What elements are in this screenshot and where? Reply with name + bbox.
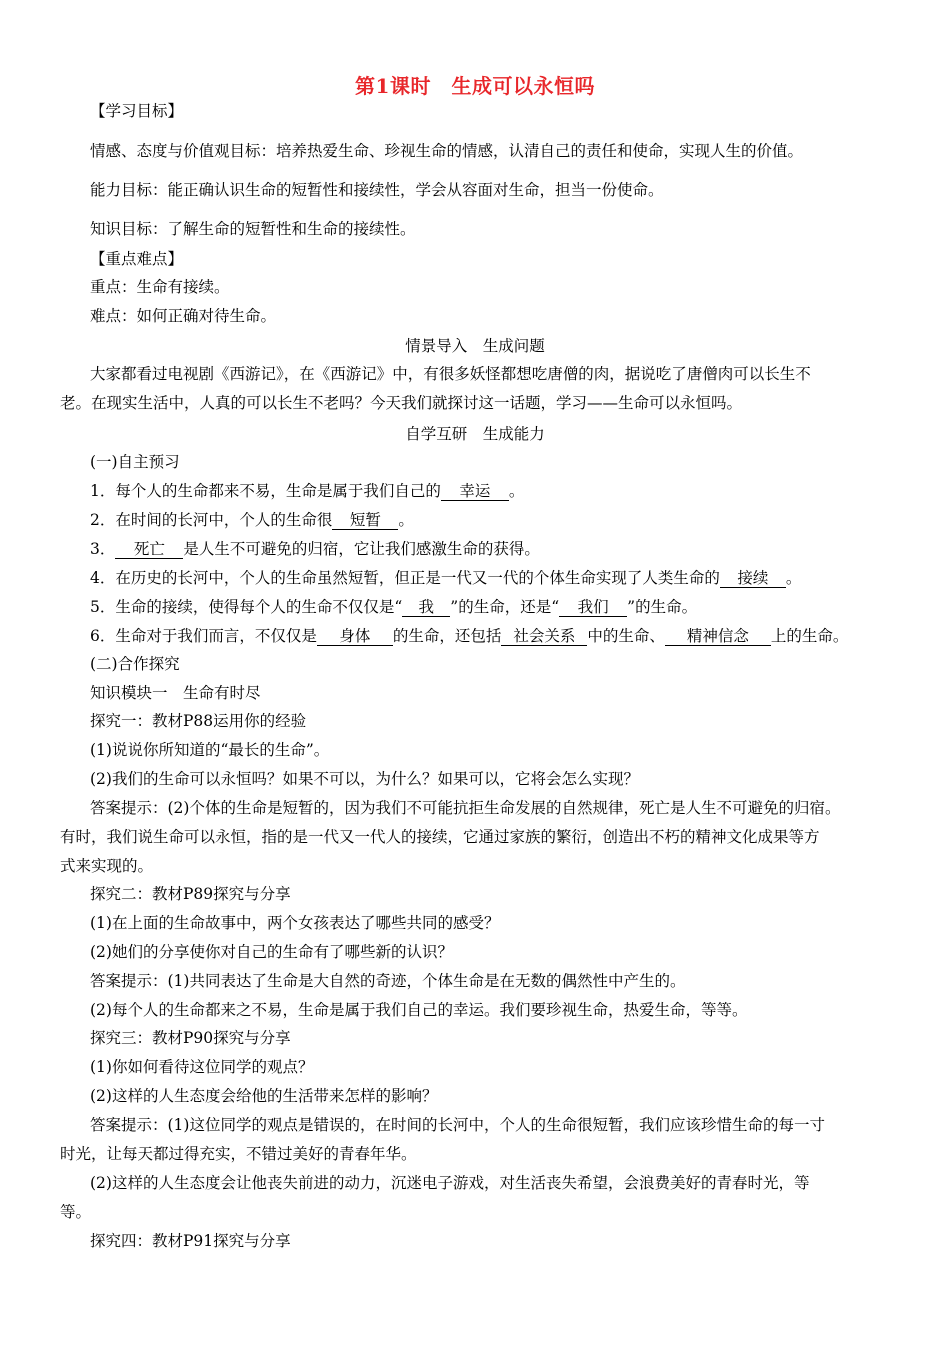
objective-ability: 能力目标：能正确认识生命的短暂性和接续性，学会从容面对生命，担当一份使命。 [90,181,664,199]
key-point: 重点：生命有接续。 [90,278,230,296]
q2-text: 2．在时间的长河中，个人的生命很 [90,511,333,529]
explore-2-answer-1: 答案提示：(1)共同表达了生命是大自然的奇迹，个体生命是在无数的偶然性中产生的。 [90,972,686,990]
explore-1-question-2: (2)我们的生命可以永恒吗？如果不可以，为什么？如果可以，它将会怎么实现？ [90,770,639,788]
selfstudy-header: 自学互研 生成能力 [405,425,545,443]
explore-3-question-2: (2)这样的人生态度会给他的生活带来怎样的影响？ [90,1087,438,1105]
explore-4-title: 探究四：教材P91探究与分享 [90,1232,291,1250]
difficult-point: 难点：如何正确对待生命。 [90,307,277,325]
q5-text: 5．生命的接续，使得每个人的生命不仅仅是“ [90,598,403,616]
q4-end: 。 [785,569,802,587]
q5-end: ”的生命。 [627,598,698,616]
explore-2-answer-2: (2)每个人的生命都来之不易，生命是属于我们自己的幸运。我们要珍视生命，热爱生命，等等。 [90,1001,748,1019]
q6-answer-blank-3: 精神信念 [665,627,771,646]
q2-end: 。 [398,511,414,529]
preview-question-5 [90,597,697,617]
explore-3-answer-2-line-2: 等。 [60,1203,92,1221]
explore-2-question-2: (2)她们的分享使你对自己的生命有了哪些新的认识？ [90,943,453,961]
intro-paragraph-line-2: 老。在现实生活中，人真的可以长生不老吗？今天我们就探讨这一话题，学习——生命可以永恒吗。 [60,394,743,412]
preview-question-6 [90,626,848,646]
objective-knowledge: 知识目标：了解生命的短暂性和生命的接续性。 [90,220,416,238]
explore-3-answer-2-line-1: (2)这样的人生态度会让他丧失前进的动力，沉迷电子游戏，对生活丧失希望，会浪费美好的青春时光，等 [90,1174,810,1192]
objective-emotion: 情感、态度与价值观目标：培养热爱生命、珍视生命的情感，认清自己的责任和使命，实现人生的价值。 [90,142,804,160]
q1-answer-blank: 幸运 [441,482,509,501]
q6-middle-1: 的生命，还包括 [392,627,502,645]
keypoints-header: 【重点难点】 [90,250,184,268]
q6-answer-blank-2: 社会关系 [501,627,587,646]
explore-1-answer-line-2: 有时，我们说生命可以永恒，指的是一代又一代人的接续，它通过家族的繁衍，创造出不朽的精神文化成果等方 [60,828,820,846]
q1-text: 1．每个人的生命都来不易，生命是属于我们自己的 [90,482,441,500]
explore-1-answer-line-3: 式来实现的。 [60,857,154,875]
q6-text: 6．生命对于我们而言，不仅仅是 [90,627,317,645]
objectives-header: 【学习目标】 [90,102,184,120]
explore-3-title: 探究三：教材P90探究与分享 [90,1029,291,1047]
q5-middle: ”的生命，还是“ [450,598,560,616]
q3-answer-blank: 死亡 [115,540,183,559]
preview-question-2 [90,510,414,530]
q3-number: 3． [90,540,116,558]
intro-header: 情景导入 生成问题 [405,337,545,355]
page-title: 第1课时 生成可以永恒吗 [355,74,595,98]
explore-2-title: 探究二：教材P89探究与分享 [90,885,291,903]
explore-1-answer-line-1: 答案提示：(2)个体的生命是短暂的，因为我们不可能抗拒生命发展的自然规律，死亡是人生不可避免的归宿。 [90,799,841,817]
preview-question-1 [90,481,524,501]
knowledge-module-1: 知识模块一 生命有时尽 [90,684,261,702]
q5-answer-blank-1: 我 [402,598,450,617]
explore-1-title: 探究一：教材P88运用你的经验 [90,712,307,730]
q6-answer-blank-1: 身体 [317,627,393,646]
preview-question-4 [90,568,801,588]
q6-end: 上的生命。 [770,627,849,645]
q1-end: 。 [508,482,525,500]
q4-answer-blank: 接续 [720,569,786,588]
explore-3-answer-1-line-2: 时光，让每天都过得充实，不错过美好的青春年华。 [60,1145,417,1163]
explore-2-question-1: (1)在上面的生命故事中，两个女孩表达了哪些共同的感受？ [90,914,500,932]
explore-3-question-1: (1)你如何看待这位同学的观点？ [90,1058,314,1076]
preview-header: (一)自主预习 [90,453,180,471]
q6-middle-2: 中的生命、 [587,627,665,645]
explore-1-question-1: (1)说说你所知道的“最长的生命”。 [90,741,330,759]
intro-paragraph-line-1: 大家都看过电视剧《西游记》，在《西游记》中，有很多妖怪都想吃唐僧的肉，据说吃了唐僧肉可以长生不 [90,365,811,383]
q5-answer-blank-2: 我们 [559,598,627,617]
preview-question-3 [90,539,540,559]
q4-text: 4．在历史的长河中，个人的生命虽然短暂，但正是一代又一代的个体生命实现了人类生命的 [90,569,720,587]
q2-answer-blank: 短暂 [332,511,398,530]
q3-text: 是人生不可避免的归宿，它让我们感激生命的获得。 [183,540,540,558]
coop-header: (二)合作探究 [90,655,180,673]
explore-3-answer-1-line-1: 答案提示：(1)这位同学的观点是错误的，在时间的长河中，个人的生命很短暂，我们应该珍惜生命的每一寸 [90,1116,825,1134]
